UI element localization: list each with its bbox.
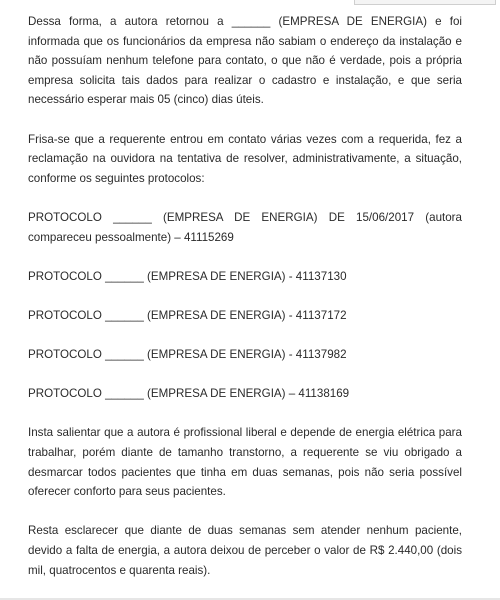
paragraph-return-to-company: Dessa forma, a autora retornou a ______ (EMPRESA DE ENERGIA) e foi informada que os funcionários da empresa não sabiam o endereço da instalação e não possuíam nenhum telefone para contato, o que não é verdade, pois a própria empresa solicita tais dados para realizar o cadastro e instalação, e que seria necessário esperar mais 05 (cinco) dias úteis.	[28, 15, 462, 107]
protocol-item: PROTOCOLO ______ (EMPRESA DE ENERGIA) – 41138169	[28, 387, 350, 401]
protocol-item: PROTOCOLO ______ (EMPRESA DE ENERGIA) - 41137130	[28, 269, 347, 283]
paragraph-financial-loss: Resta esclarecer que diante de duas semanas sem atender nenhum paciente, devido a falta de energia, a autora deixou de perceber o valor de R$ 2.440,00 (dois mil, quatrocentos e quarenta reais).	[28, 524, 462, 577]
document-body	[28, 12, 462, 600]
paragraph-contact-attempts: Frisa-se que a requerente entrou em contato várias vezes com a requerida, fez a reclamação na ouvidora na tentativa de resolver, administrativamente, a situação, conforme os seguintes protocolos:	[28, 132, 462, 185]
protocol-item: PROTOCOLO ______ (EMPRESA DE ENERGIA) - 41137982	[28, 348, 347, 362]
protocol-item: PROTOCOLO ______ (EMPRESA DE ENERGIA) - 41137172	[28, 308, 347, 322]
paragraph-professional-impact: Insta salientar que a autora é profissional liberal e depende de energia elétrica para trabalhar, porém diante de tamanho transtorno, a requerente se viu obrigado a desmarcar todos pacientes que tinha em duas semanas, pois não seria possível oferecer conforto para seus pacientes.	[28, 426, 462, 499]
protocol-item: PROTOCOLO ______ (EMPRESA DE ENERGIA) DE 15/06/2017 (autora compareceu pessoalmente) – 41115269	[28, 210, 462, 244]
top-toolbar-strip	[354, 0, 496, 5]
